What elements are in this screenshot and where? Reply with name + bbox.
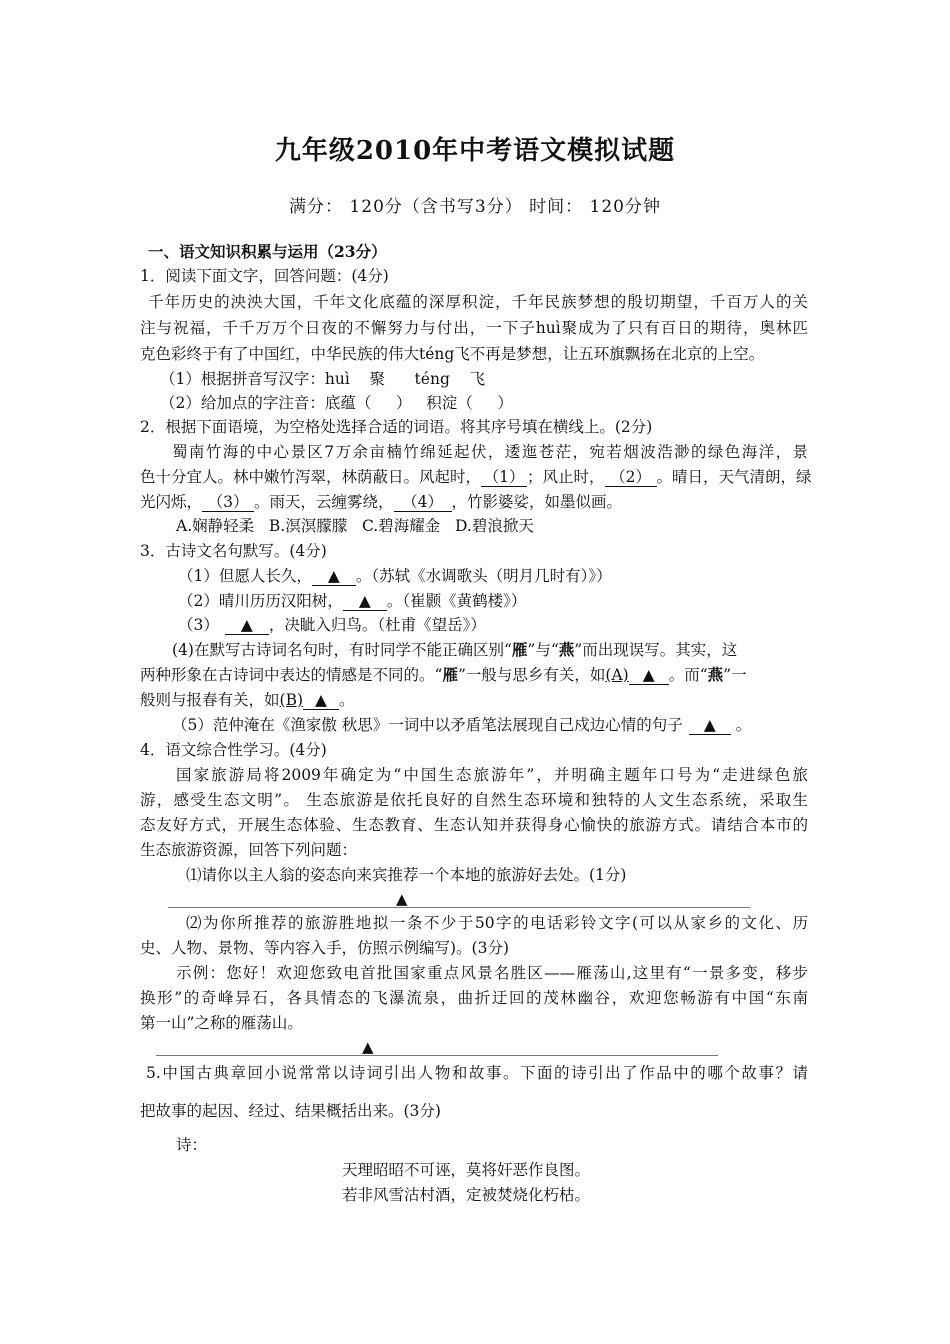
q3-sentence-4: (4)在默写古诗词名句时，有时同学不能正确区别“雁”与“燕”而出现误写。其实，这	[172, 640, 738, 659]
q5-stem-line: 5.中国古典章回小说常常以诗词引出人物和故事。下面的诗引出了作品中的哪个故事？请	[146, 1064, 808, 1082]
q4-example-line: 换形”的奇峰异石，各具情态的飞瀑流泉，曲折迂回的茂林幽谷，欢迎您畅游有中国“东南	[140, 989, 808, 1007]
q1-stem: 1．阅读下面文字，回答问题：(4分)	[140, 267, 389, 285]
answer-mark: ▲	[362, 1038, 374, 1056]
answer-blank: ▲	[343, 592, 387, 611]
answer-blank: ▲	[312, 567, 356, 586]
q5-poem-label: 诗：	[176, 1136, 208, 1154]
q2-stem: 2．根据下面语境，为空格处选择合适的词语。将其序号填在横线上。(2分)	[140, 418, 653, 436]
q1-sub2: （2）给加点的字注音：底蕴（ ） 积淀（ ）	[160, 394, 513, 412]
q1-passage-line: 千年历史的泱泱大国，千年文化底蕴的深厚积淀，千年民族梦想的殷切期望，千百万人的关	[148, 293, 808, 311]
answer-blank: ▲	[689, 716, 731, 735]
answer-blank: ▲	[303, 691, 339, 710]
q2-line: 光闪烁， （3） 。雨天，云缠雾绕， （4） ，竹影婆娑，如墨似画。	[140, 493, 623, 511]
q4-stem: 4．语文综合性学习。(4分)	[140, 741, 327, 759]
q4-passage-line: 游，感受生态文明”。 生态旅游是依托良好的自然生态环境和独特的人文生态系统，采取生	[140, 791, 808, 809]
q4-example-line: 示例：您好！欢迎您致电首批国家重点风景名胜区——雁荡山,这里有“一景多变，移步	[176, 964, 808, 982]
q4-passage-line: 态友好方式，开展生态体验、生态教育、生态认知并获得身心愉快的旅游方式。请结合本市的	[140, 816, 808, 834]
q3-sentence-4-cont: 两种形象在古诗词中表达的情感是不同的。“雁”一般与思乡有关，如(A) ▲ 。而“燕”一	[140, 665, 747, 684]
q2-blank-1: （1）	[481, 468, 527, 487]
q3-sentence-4-end: 般则与报春有关，如(B) ▲ 。	[140, 691, 355, 709]
q1-passage-line: 克色彩终于有了中国红，中华民族的伟大téng飞不再是梦想，让五环旗飘扬在北京的上空。	[140, 345, 765, 363]
answer-line	[168, 907, 750, 908]
section-heading: 一、语文知识积累与运用（23分）	[148, 242, 387, 261]
q2-line: 色十分宜人。林中嫩竹泻翠，林荫蔽日。风起时， （1） ；风止时， （2） 。晴日，天气清朗，绿	[140, 468, 812, 486]
q3-sentence-3: （3） ▲ ，决眦入归鸟。（杜甫《望岳》）	[178, 616, 486, 634]
q3-sentence-1: （1）但愿人长久， ▲ 。（苏轼《水调歌头（明月几时有）》）	[178, 567, 612, 585]
q2-line: 蜀南竹海的中心景区7万余亩楠竹绵延起伏，逶迤苍茫，宛若烟波浩渺的绿色海洋，景	[172, 443, 808, 461]
q3-stem: 3．古诗文名句默写。(4分)	[140, 542, 327, 560]
q4-passage-line: 国家旅游局将2009年确定为“中国生态旅游年”，并明确主题年口号为“走进绿色旅	[176, 766, 808, 784]
q2-blank-2: （2）	[605, 468, 657, 487]
q3-sentence-5: （5）范仲淹在《渔家傲 秋思》一词中以矛盾笔法展现自己戍边心情的句子 ▲ 。	[172, 716, 752, 734]
q4-example-line: 第一山”之称的雁荡山。	[140, 1014, 303, 1032]
q4-sub1: ⑴请你以主人翁的姿态向来宾推荐一个本地的旅游好去处。(1分)	[186, 866, 627, 884]
q3-sentence-2: （2）晴川历历汉阳树， ▲ 。（崔颢《黄鹤楼》）	[178, 592, 527, 610]
q5-poem-line: 天理昭昭不可诬，莫将奸恶作良图。	[342, 1161, 591, 1179]
exam-info: 满分： 120分（含书写3分） 时间： 120分钟	[289, 197, 661, 217]
page-title: 九年级2010年中考语文模拟试题	[274, 136, 676, 166]
q2-blank-3: （3）	[202, 493, 254, 512]
q2-blank-4: （4）	[394, 493, 452, 512]
q1-passage-line: 注与祝福，千千万万个日夜的不懈努力与付出，一下子huì聚成为了只有百日的期待，奥林匹	[140, 319, 808, 337]
q4-passage-line: 生态旅游资源，回答下列问题：	[140, 841, 358, 859]
answer-blank: ▲	[629, 666, 669, 685]
q1-sub1: （1）根据拼音写汉字：huì 聚 téng 飞	[160, 370, 486, 388]
q4-sub2-line: ⑵为你所推荐的旅游胜地拟一条不少于50字的电话彩铃文字(可以从家乡的文化、历	[186, 914, 808, 932]
answer-line	[156, 1055, 718, 1056]
q5-stem-line: 把故事的起因、经过、结果概括出来。(3分)	[140, 1102, 441, 1120]
answer-blank: ▲	[225, 616, 269, 635]
q5-poem-line: 若非风雪沽村酒，定被焚烧化朽枯。	[342, 1186, 591, 1204]
q4-sub2-line: 史、人物、景物、等内容入手，仿照示例编写)。(3分)	[140, 939, 510, 957]
answer-mark: ▲	[396, 890, 408, 908]
q2-options: A.娴静轻柔 B.溟溟朦朦 C.碧海耀金 D.碧浪掀天	[176, 517, 534, 535]
